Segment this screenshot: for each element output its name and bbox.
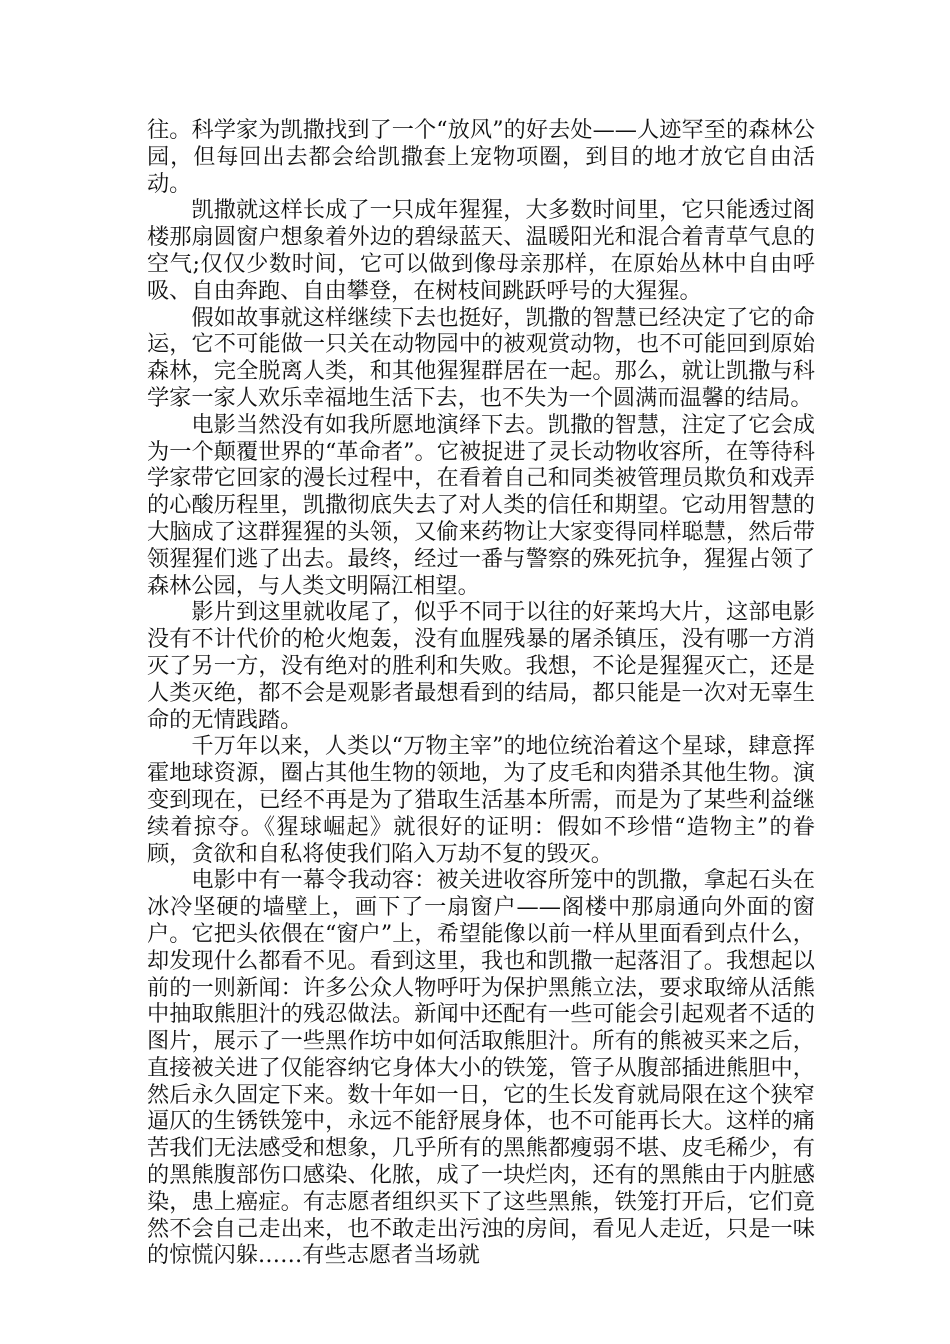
paragraph-continuation: 往。科学家为凯撒找到了一个“放风”的好去处——人迹罕至的森林公园，但每回出去都会给凯撒套上宠物项圈，到目的地才放它自由活动。 — [147, 117, 815, 197]
paragraph-moving-scene: 电影中有一幕令我动容：被关进收容所笼中的凯撒，拿起石头在冰冷坚硬的墙壁上，画下了一扇窗户——阁楼中那扇通向外面的窗户。它把头依偎在“窗户”上，希望能像以前一样从里面看到点什么，却发现什么都看不见。看到这里，我也和凯撒一起落泪了。我想起以前的一则新闻：许多公众人物呼吁为保护黑熊立法，要求取缔从活熊中抽取熊胆汁的残忍做法。新闻中还配有一些可能会引起观者不适的图片，展示了一些黑作坊中如何活取熊胆汁。所有的熊被买来之后，直接被关进了仅能容纳它身体大小的铁笼，管子从腹部插进熊胆中，然后永久固定下来。数十年如一日，它的生长发育就局限在这个狭窄逼仄的生锈铁笼中，永远不能舒展身体，也不可能再长大。这样的痛苦我们无法感受和想象，几乎所有的黑熊都瘦弱不堪、皮毛稀少，有的黑熊腹部伤口感染、化脓，成了一块烂肉，还有的黑熊由于内脏感染，患上癌症。有志愿者组织买下了这些黑熊，铁笼打开后，它们竟然不会自己走出来，也不敢走出污浊的房间，看见人走近，只是一味的惊慌闪躲……有些志愿者当场就 — [147, 867, 815, 1269]
paragraph-human-dominance: 千万年以来，人类以“万物主宰”的地位统治着这个星球，肆意挥霍地球资源，圈占其他生物的领地，为了皮毛和肉猎杀其他生物。演变到现在，已经不再是为了猎取生活基本所需，而是为了某些利益继续着掠夺。《猩球崛起》就很好的证明：假如不珍惜“造物主”的眷顾，贪欲和自私将使我们陷入万劫不复的毁灭。 — [147, 733, 815, 867]
paragraph-if-story-continued: 假如故事就这样继续下去也挺好，凯撒的智慧已经决定了它的命运，它不可能做一只关在动物园中的被观赏动物，也不可能回到原始森林，完全脱离人类，和其他猩猩群居在一起。那么，就让凯撒与科学家一家人欢乐幸福地生活下去，也不失为一个圆满而温馨的结局。 — [147, 304, 815, 411]
paragraph-caesar-grows-up: 凯撒就这样长成了一只成年猩猩，大多数时间里，它只能透过阁楼那扇圆窗户想象着外边的碧绿蓝天、温暖阳光和混合着青草气息的空气;仅仅少数时间，它可以做到像母亲那样，在原始丛林中自由呼吸、自由奔跑、自由攀登，在树枝间跳跃呼号的大猩猩。 — [147, 197, 815, 304]
paragraph-revolutionary: 电影当然没有如我所愿地演绎下去。凯撒的智慧，注定了它会成为一个颠覆世界的“革命者”。它被捉进了灵长动物收容所，在等待科学家带它回家的漫长过程中，在看着自己和同类被管理员欺负和戏弄的心酸历程里，凯撒彻底失去了对人类的信任和期望。它动用智慧的大脑成了这群猩猩的头领，又偷来药物让大家变得同样聪慧，然后带领猩猩们逃了出去。最终，经过一番与警察的殊死抗争，猩猩占领了森林公园，与人类文明隔江相望。 — [147, 411, 815, 599]
paragraph-film-ending: 影片到这里就收尾了，似乎不同于以往的好莱坞大片，这部电影没有不计代价的枪火炮轰，没有血腥残暴的屠杀镇压，没有哪一方消灭了另一方，没有绝对的胜利和失败。我想，不论是猩猩灭亡，还是人类灭绝，都不会是观影者最想看到的结局，都只能是一次对无辜生命的无情践踏。 — [147, 599, 815, 733]
article-body — [147, 117, 815, 1269]
